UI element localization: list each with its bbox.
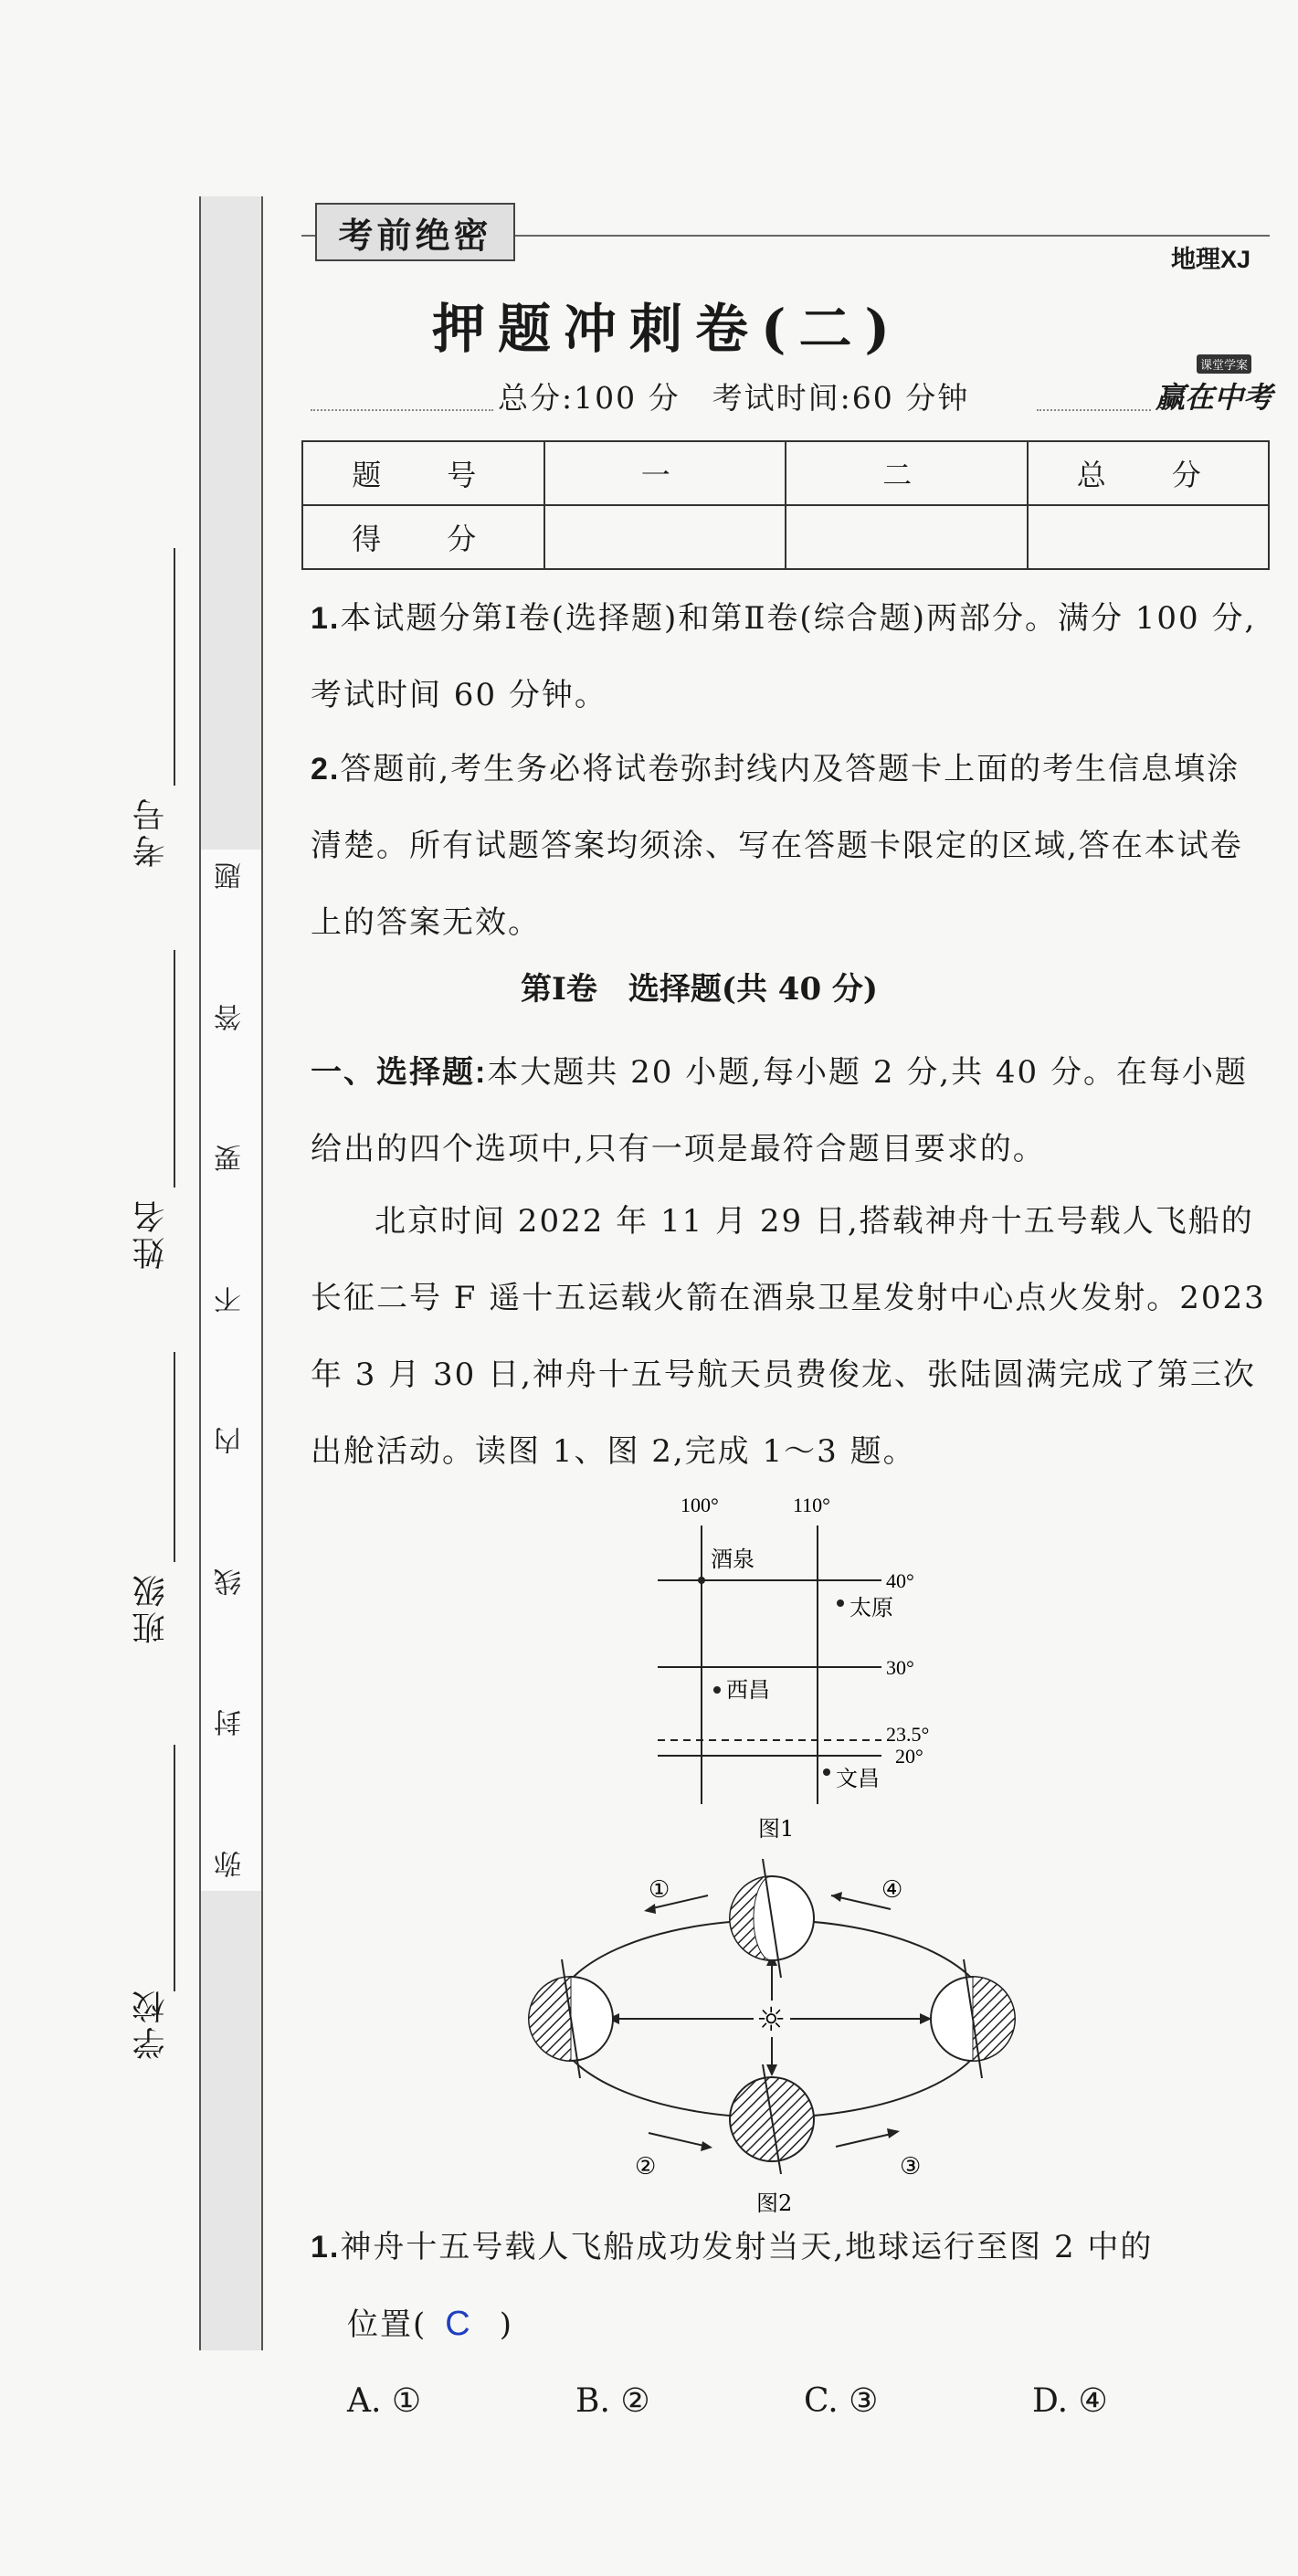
earth-left (529, 1959, 613, 2078)
subject-label: 地理XJ (1171, 246, 1251, 273)
instruction-number: 1. (311, 601, 341, 636)
option-b[interactable]: B. ② (575, 2382, 650, 2420)
binding-label-class: 班级 (132, 1571, 170, 1644)
score-cell-part1[interactable] (544, 505, 786, 569)
table-header-cell: 一 (544, 441, 786, 505)
score-time-info: 总分:100 分 考试时间:60 分钟 (498, 380, 970, 416)
figure1-map (639, 1489, 987, 1845)
confidential-badge: 考前绝密 (315, 203, 515, 261)
table-header-cell: 二 (786, 441, 1028, 505)
binding-label-name: 姓名 (132, 1197, 170, 1270)
table-row (302, 505, 1269, 569)
place-label: 西昌 (726, 1677, 770, 1703)
instruction-1 (311, 580, 1270, 734)
part-one-text: 本大题共 20 小题,每小题 2 分,共 40 分。在每小题给出的四个选项中,只有一项是最符合题目要求的。 (311, 1054, 1248, 1167)
instruction-text: 本试题分第Ⅰ卷(选择题)和第Ⅱ卷(综合题)两部分。满分 100 分,考试时间 60 分钟。 (311, 600, 1257, 713)
passage-text: 北京时间 2022 年 11 月 29 日,搭载神舟十五号载人飞船的长征二号 F 遥十五运载火箭在酒泉卫星发射中心点火发射。2023 年 3 月 30 日,神舟十五号航天员费俊龙、张陆圆满完成了第三次出舱活动。读图 1、图 2,完成 1～3 题。 (311, 1203, 1266, 1470)
instruction-2 (311, 731, 1270, 961)
seal-char: 要 (215, 1145, 247, 1173)
score-row-label: 得 分 (302, 505, 544, 569)
lat-label: 30° (886, 1656, 914, 1679)
score-table (301, 440, 1270, 570)
figure2-orbit (512, 1859, 1032, 2215)
place-label: 文昌 (836, 1766, 880, 1791)
position-marker: ④ (881, 1876, 903, 1904)
earth-top (730, 1859, 814, 1978)
seal-char: 内 (215, 1427, 247, 1455)
option-a[interactable]: A. ① (347, 2382, 422, 2420)
page-title: 押题冲刺卷(二) (432, 298, 902, 360)
dotted-rule-right (1037, 409, 1151, 411)
table-header-cell: 总 分 (1028, 441, 1270, 505)
position-marker: ① (649, 1876, 670, 1904)
seal-char: 题 (215, 862, 247, 890)
place-label: 太原 (850, 1595, 893, 1621)
lon-label: 100° (681, 1494, 719, 1516)
table-header-cell: 题 号 (302, 441, 544, 505)
seal-char: 答 (215, 1003, 247, 1031)
seal-char: 弥 (215, 1850, 247, 1878)
place-label: 酒泉 (711, 1547, 755, 1572)
table-row (302, 441, 1269, 505)
part-one-label: 一、选择题: (311, 1055, 488, 1090)
option-d[interactable]: D. ④ (1032, 2382, 1108, 2420)
part-one-intro (311, 1034, 1270, 1188)
position-marker: ③ (900, 2153, 922, 2180)
question-number: 1. (311, 2230, 341, 2265)
brand-tag: 课堂学案 (1197, 354, 1251, 374)
binding-label-exam-number: 考号 (132, 795, 170, 868)
brand-logo: 赢在中考 (1156, 380, 1273, 415)
instruction-text: 答题前,考生务必将试卷弥封线内及答题卡上面的考生信息填涂清楚。所有试题答案均须涂、写在答题卡限定的区域,答在本试卷上的答案无效。 (311, 751, 1243, 941)
position-marker: ② (635, 2153, 657, 2180)
seal-char: 不 (215, 1285, 247, 1314)
earth-bottom (730, 2064, 814, 2174)
binding-label-school: 学校 (132, 1987, 170, 2060)
question-1 (311, 2209, 1270, 2286)
option-c[interactable]: C. ③ (804, 2382, 879, 2420)
question-stem: 神舟十五号载人飞船成功发射当天,地球运行至图 2 中的 (340, 2229, 1154, 2265)
answer-text[interactable]: C (445, 2305, 472, 2343)
question-stem-close: ) (499, 2307, 513, 2343)
instruction-number: 2. (311, 752, 341, 787)
score-cell-part2[interactable] (786, 505, 1028, 569)
lon-label: 110° (793, 1494, 830, 1516)
lat-label: 40° (886, 1569, 914, 1592)
question-1-options (347, 2382, 1261, 2420)
figure1-caption: 图1 (758, 1816, 795, 1842)
class-blank-line[interactable] (174, 1352, 175, 1562)
earth-right (931, 1959, 1015, 2078)
seal-char: 线 (215, 1568, 247, 1596)
seal-char: 封 (215, 1709, 247, 1737)
sun-icon: ☼ (756, 2001, 786, 2039)
exam-number-blank-line[interactable] (174, 548, 175, 786)
lat-label: 20° (895, 1745, 923, 1768)
school-blank-line[interactable] (174, 1745, 175, 1991)
question-1-line2 (347, 2286, 1298, 2363)
lat-label: 23.5° (886, 1723, 930, 1746)
seal-line-strip (199, 196, 263, 2350)
reading-passage (311, 1183, 1270, 1490)
dotted-rule-left (311, 409, 493, 411)
figure2-caption: 图2 (756, 2191, 793, 2215)
section-title: 第Ⅰ卷 选择题(共 40 分) (520, 971, 879, 1008)
score-cell-total[interactable] (1028, 505, 1270, 569)
question-stem-cont: 位置( (347, 2307, 427, 2343)
